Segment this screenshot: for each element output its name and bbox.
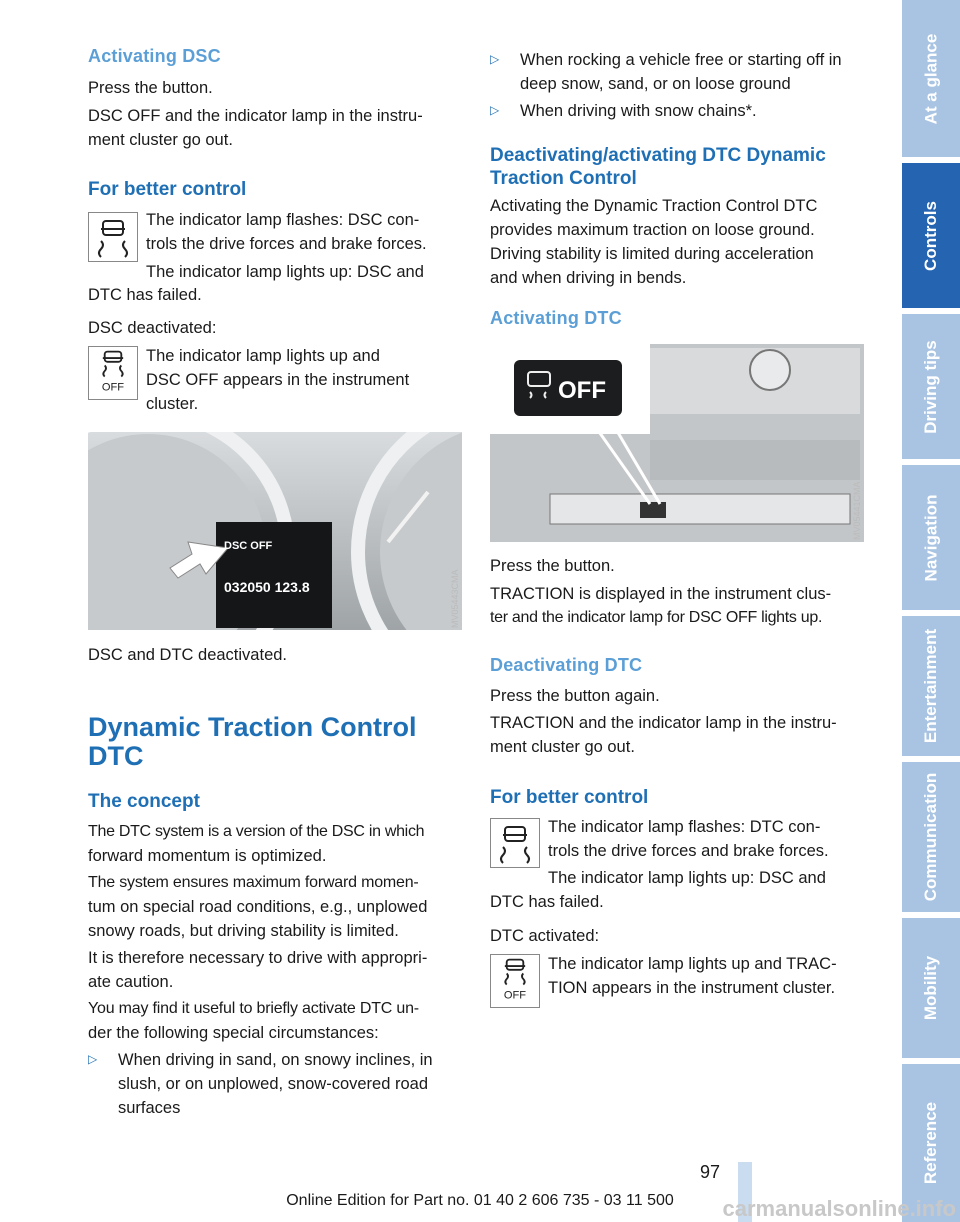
text: The indicator lamp lights up and [146,347,380,365]
tab-entertainment[interactable]: Entertainment [902,616,960,756]
text: The DTC system is a version of the DSC in which [88,823,425,840]
text: Press the button again. [490,687,660,705]
text: snowy roads, but driving stability is limited. [88,922,399,940]
instrument-cluster-photo [88,432,462,630]
text: deep snow, sand, or on loose ground [520,75,791,93]
figure-caption: DSC and DTC deactivated. [88,646,288,664]
text: It is therefore necessary to drive with appropri- [88,949,428,967]
heading-better-control: For better control [490,787,649,808]
dsc-off-icon [490,954,540,1008]
text: and when driving in bends. [490,269,687,287]
svg-text:DSC OFF: DSC OFF [224,540,273,552]
text: forward momentum is optimized. [88,847,327,865]
text: The system ensures maximum forward momen- [88,874,419,891]
svg-text:OFF: OFF [101,381,125,394]
text: der the following special circumstances: [88,1024,379,1042]
watermark: carmanualsonline.info [722,1196,956,1221]
tab-controls[interactable]: Controls [902,163,960,308]
text: cluster. [146,395,199,413]
text: Press the button. [88,79,213,97]
text: slush, or on unplowed, snow-covered road [118,1075,429,1093]
bullet-triangle-icon: ▷ [490,52,500,66]
dsc-off-icon [88,346,138,400]
text: The indicator lamp flashes: DSC con- [146,211,420,229]
text: surfaces [118,1099,181,1117]
text: DTC activated: [490,927,600,945]
page-number: 97 [700,1162,721,1182]
text: When driving in sand, on snowy inclines, in [118,1051,433,1069]
footer-text: Online Edition for Part no. 01 40 2 606 735 - 03 11 500 [286,1192,674,1209]
svg-text:OFF: OFF [503,989,527,1002]
text: ate caution. [88,973,174,991]
text: The indicator lamp flashes: DTC con- [548,818,821,836]
heading-dtc: Dynamic Traction Control [88,712,417,742]
heading-activating-dtc: Activating DTC [490,308,622,328]
text: TION appears in the instrument cluster. [548,979,836,997]
svg-text:OFF: OFF [558,377,606,404]
text: You may find it useful to briefly activate DTC un- [88,1000,419,1017]
tab-driving-tips[interactable]: Driving tips [902,314,960,459]
text: ter and the indicator lamp for DSC OFF lights up. [490,609,823,626]
heading-activating-dsc: Activating DSC [88,46,221,66]
center-console-photo [490,344,864,542]
heading-dtc: DTC [88,741,144,771]
svg-text:MV05441CMA: MV05441CMA [852,481,862,540]
text: Press the button. [490,557,615,575]
text: Driving stability is limited during acceleration [490,245,814,263]
text: TRACTION and the indicator lamp in the instru- [490,714,837,732]
text: tum on special road conditions, e.g., unplowed [88,898,428,916]
text: provides maximum traction on loose ground. [490,221,815,239]
tab-communication[interactable]: Communication [902,762,960,912]
text: The indicator lamp lights up: DSC and [548,869,826,887]
text: trols the drive forces and brake forces. [146,235,427,253]
tab-at-a-glance[interactable]: At a glance [902,0,960,157]
text: DSC deactivated: [88,319,217,337]
text: Activating the Dynamic Traction Control DTC [490,197,818,215]
text: When driving with snow chains*. [520,102,757,120]
heading-deact-dtc: Deactivating/activating DTC Dynamic [490,145,826,166]
text: DTC has failed. [490,893,604,911]
dsc-skid-icon [490,818,540,868]
dsc-skid-icon [88,212,138,262]
text: DSC OFF appears in the instrument [146,371,410,389]
text: trols the drive forces and brake forces. [548,842,829,860]
text: ment cluster go out. [490,738,635,756]
svg-text:032050 123.8: 032050 123.8 [224,579,310,595]
text: The indicator lamp lights up and TRAC- [548,955,837,973]
text: DTC has failed. [88,286,202,304]
tab-navigation[interactable]: Navigation [902,465,960,610]
text: DSC OFF and the indicator lamp in the instru- [88,107,423,125]
heading-deact-dtc: Traction Control [490,168,637,189]
text: The indicator lamp lights up: DSC and [146,263,424,281]
svg-text:MV05443CMA: MV05443CMA [450,569,460,628]
bullet-triangle-icon: ▷ [490,103,500,117]
tab-mobility[interactable]: Mobility [902,918,960,1058]
heading-better-control: For better control [88,179,247,200]
text: When rocking a vehicle free or starting off in [520,51,842,69]
heading-deactivating-dtc: Deactivating DTC [490,655,643,675]
text: TRACTION is displayed in the instrument clus- [490,585,832,603]
text: ment cluster go out. [88,131,233,149]
heading-concept: The concept [88,791,200,812]
tab-reference[interactable]: Reference [902,1064,960,1222]
bullet-triangle-icon: ▷ [88,1052,98,1066]
